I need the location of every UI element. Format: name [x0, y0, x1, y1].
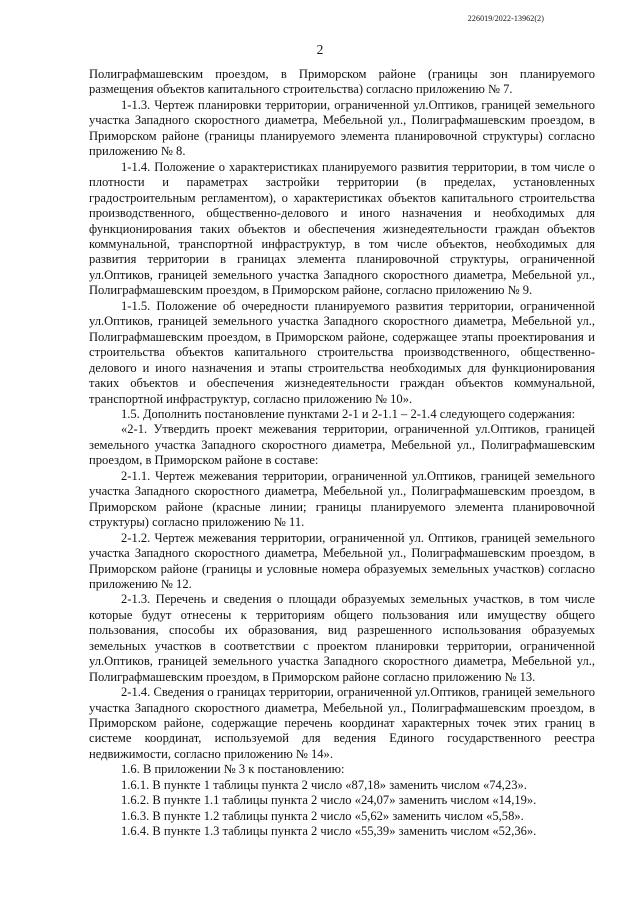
paragraph-1-6-3: 1.6.3. В пункте 1.2 таблицы пункта 2 число «5,62» заменить числом «5,58».	[121, 808, 524, 823]
paragraph-2-1-3: 2-1.3. Перечень и сведения о площади образуемых земельных участков, в том числе которые будут отнесены к территориям общего пользования или имуществу общего пользования, способы их образования, вид разрешенного использования образуемых земельных участков в соответствии с проектом планировки территории, ограниченной ул.Оптиков, границей земельного участка Западного скоростного диаметра, Мебельной ул., Полиграфмашевским проездом, в Приморском районе согласно приложению № 13.	[89, 592, 595, 684]
paragraph-1-5: 1.5. Дополнить постановление пунктами 2-1 и 2-1.1 – 2-1.4 следующего содержания:	[121, 406, 576, 421]
paragraph-1-6: 1.6. В приложении № 3 к постановлению:	[121, 762, 345, 777]
paragraph-1-6-1: 1.6.1. В пункте 1 таблицы пункта 2 число «87,18» заменить числом «74,23».	[121, 777, 527, 792]
paragraph-continuation: Полиграфмашевским проездом, в Приморском районе (границы зон планируемого размещения объектов капитального строительства) согласно приложению № 7.	[89, 67, 595, 97]
paragraph-2-1-2: 2-1.2. Чертеж межевания территории, ограниченной ул. Оптиков, границей земельного участка Западного скоростного диаметра, Мебельной ул., Полиграфмашевским проездом, в Приморском районе (границы и условные номера образуемых земельных участков) согласно приложению № 12.	[89, 530, 595, 591]
document-body	[89, 67, 595, 840]
paragraph-1-1-3: 1-1.3. Чертеж планировки территории, ограниченной ул.Оптиков, границей земельного участка Западного скоростного диаметра, Мебельной ул., Полиграфмашевским проездом, в Приморском районе (границы планируемого элемента планировочной структуры) согласно приложению № 8.	[89, 97, 595, 159]
paragraph-1-6-2: 1.6.2. В пункте 1.1 таблицы пункта 2 число «24,07» заменить числом «14,19».	[121, 793, 537, 808]
paragraph-1-1-5: 1-1.5. Положение об очередности планируемого развития территории, ограниченной ул.Оптиков, границей земельного участка Западного скоростного диаметра, Мебельной ул., Полиграфмашевским проездом, в Приморском районе, содержащее этапы проектирования и строительства объектов капитального строительства производственного, общественно-делового и иного назначения и этапы строительства необходимых для функционирования таких объектов и обеспечения жизнедеятельности граждан объектов коммунальной, транспортной инфраструктур, согласно приложению № 10».	[89, 298, 595, 406]
paragraph-2-1-1: 2-1.1. Чертеж межевания территории, ограниченной ул.Оптиков, границей земельного участка Западного скоростного диаметра, Мебельной ул., Полиграфмашевским проездом, в Приморском районе (красные линии; границы планируемого элемента планировочной структуры) согласно приложению № 11.	[89, 468, 595, 530]
paragraph-1-1-4: 1-1.4. Положение о характеристиках планируемого развития территории, в том числе о плотности и параметрах застройки территории (в пределах, установленных градостроительным регламентом), о характеристиках объектов капитального строительства производственного, общественно-делового и иного назначения и необходимых для функционирования таких объектов и обеспечения жизнедеятельности граждан объектов коммунальной, транспортной инфраструктур, в том числе объектов, необходимых для развития территории в границах элемента планировочной структуры, ограниченной ул.Оптиков, границей земельного участка Западного скоростного диаметра, Мебельной ул., Полиграфмашевским проездом, в Приморском районе, согласно приложению № 9.	[89, 159, 595, 298]
paragraph-1-6-4: 1.6.4. В пункте 1.3 таблицы пункта 2 число «55,39» заменить числом «52,36».	[121, 824, 537, 839]
paragraph-2-1-4: 2-1.4. Сведения о границах территории, ограниченной ул.Оптиков, границей земельного участка Западного скоростного диаметра, Мебельной ул., Полиграфмашевским проездом, в Приморском районе, содержащие перечень координат характерных точек этих границ в системе координат, используемой для ведения Единого государственного реестра недвижимости, согласно приложению № 14».	[89, 685, 595, 761]
paragraph-2-1: «2-1. Утвердить проект межевания территории, ограниченной ул.Оптиков, границей земельного участка Западного скоростного диаметра, Мебельной ул., Полиграфмашевским проездом, в Приморском районе в составе:	[89, 422, 595, 468]
page-number: 2	[316, 42, 324, 57]
document-registration-number: 226019/2022-13962(2)	[467, 14, 544, 23]
